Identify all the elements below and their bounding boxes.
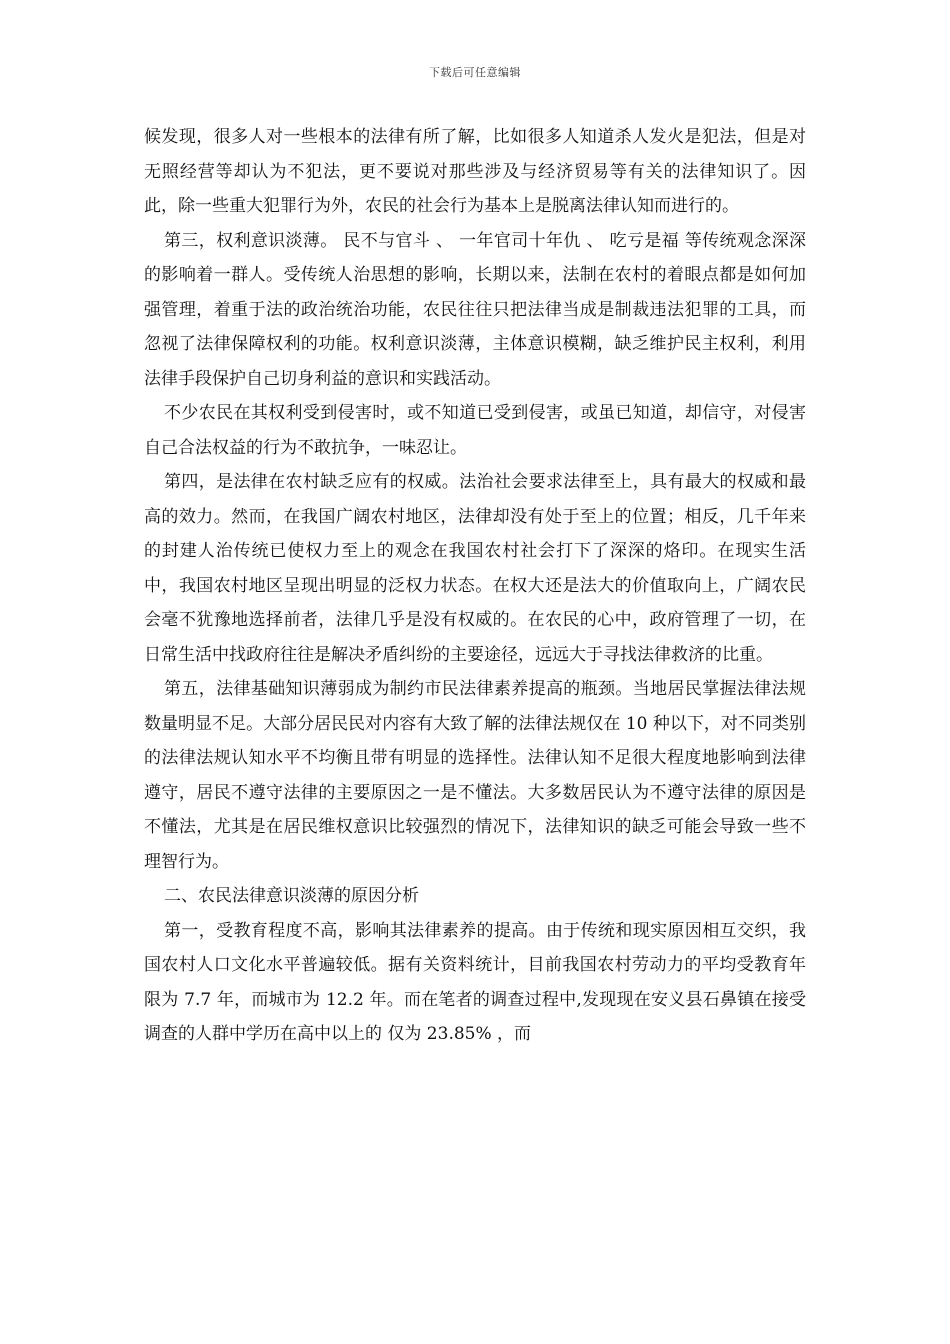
- section-heading: 二、农民法律意识淡薄的原因分析: [164, 886, 419, 906]
- paragraph-4: 第四，是法律在农村缺乏应有的权威。法治社会要求法律至上，具有最大的权威和最高的效力。然而，在我国广阔农村地区，法律却没有处于至上的位置；相反，几千年来的封建人治传统已使权力至上的观念在我国农村社会打下了深深的烙印。在现实生活中，我国农村地区呈现出明显的泛权力状态。在权大还是法大的价值取向上，广阔农民会毫不犹豫地选择前者，法律几乎是没有权威的。在农民的心中，政府管理了一切，在日常生活中找政府往往是解决矛盾纠纷的主要途径，远远大于寻找法律救济的比重。: [144, 472, 806, 665]
- paragraph-5: 第五，法律基础知识薄弱成为制约市民法律素养提高的瓶颈。当地居民掌握法律法规数量明显不足。大部分居民民对内容有大致了解的法律法规仅在 10 种以下，对不同类别的法律法规认知水平不均衡且带有明显的选择性。法律认知不足很大程度地影响到法律遵守，居民不遵守法律的主要原因之一是不懂法。大多数居民认为不遵守法律的原因是不懂法，尤其是在居民维权意识比较强烈的情况下，法律知识的缺乏可能会导致一些不理智行为。: [144, 679, 806, 872]
- paragraph-6: 第一，受教育程度不高，影响其法律素养的提高。由于传统和现实原因相互交织，我国农村人口文化水平普遍较低。据有关资料统计，目前我国农村劳动力的平均受教育年限为 7.7 年，而城市为 12.2 年。而在笔者的调查过程中,发现现在安义县石鼻镇在接受调查的人群中学历在高中以上的 仅为 23.85% ，而: [144, 920, 806, 1044]
- document-body: [144, 120, 806, 1052]
- paragraph-1: 候发现，很多人对一些根本的法律有所了解，比如很多人知道杀人发火是犯法，但是对无照经营等却认为不犯法，更不要说对那些涉及与经济贸易等有关的法律知识了。因此，除一些重大犯罪行为外，农民的社会行为基本上是脱离法律认知而进行的。: [144, 127, 806, 216]
- paragraph-2: 第三，权利意识淡薄。 民不与官斗 、 一年官司十年仇 、 吃亏是福 等传统观念深深的影响着一群人。受传统人治思想的影响，长期以来，法制在农村的着眼点都是如何加强管理，着重于法的政治统治功能，农民往往只把法律当成是制裁违法犯罪的工具，而忽视了法律保障权利的功能。权利意识淡薄，主体意识模糊，缺乏维护民主权利，利用法律手段保护自己切身利益的意识和实践活动。: [144, 230, 806, 389]
- paragraph-3: 不少农民在其权利受到侵害时，或不知道已受到侵害，或虽已知道，却信守，对侵害自己合法权益的行为不敢抗争，一味忍让。: [144, 403, 806, 458]
- page-header-note: 下载后可任意编辑: [429, 66, 521, 79]
